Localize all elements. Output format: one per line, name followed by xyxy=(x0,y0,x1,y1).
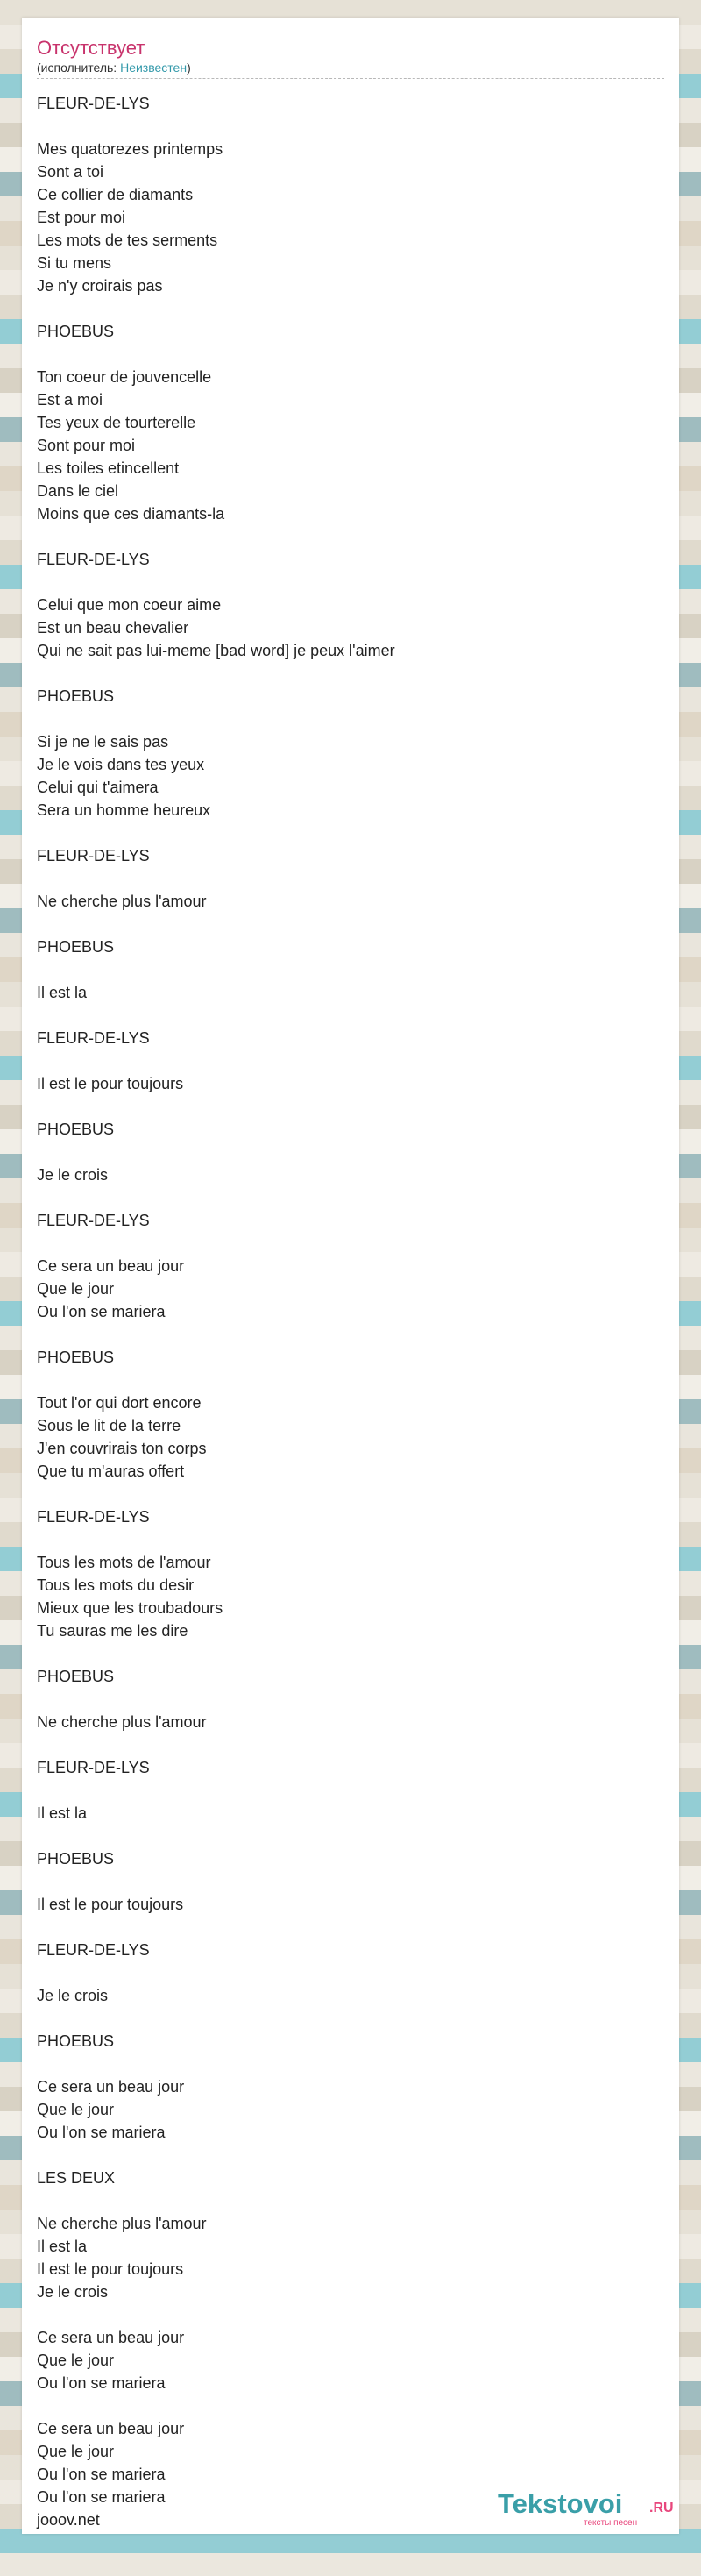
lyric-line: Si je ne le sais pas xyxy=(37,733,169,751)
lyric-line: Ou l'on se mariera xyxy=(37,2488,166,2506)
lyric-line: Ou l'on se mariera xyxy=(37,2124,166,2141)
lyric-line: Si tu mens xyxy=(37,254,112,272)
lyric-blank-line xyxy=(37,2007,664,2030)
lyric-line: Ton coeur de jouvencelle xyxy=(37,368,212,386)
lyric-blank-line xyxy=(37,1733,664,1756)
lyric-blank-line xyxy=(37,1779,664,1802)
lyric-line: Ce collier de diamants xyxy=(37,186,194,203)
lyric-blank-line xyxy=(37,662,664,685)
lyric-blank-line xyxy=(37,1825,664,1847)
lyric-line: Sous le lit de la terre xyxy=(37,1417,181,1434)
lyric-line: Il est le pour toujours xyxy=(37,1896,184,1913)
lyric-blank-line xyxy=(37,867,664,890)
lyric-line: Ne cherche plus l'amour xyxy=(37,893,207,910)
lyric-blank-line xyxy=(37,1483,664,1505)
lyric-blank-line xyxy=(37,708,664,730)
site-logo[interactable] xyxy=(476,2488,677,2532)
lyric-line: PHOEBUS xyxy=(37,2032,115,2050)
lyric-line: PHOEBUS xyxy=(37,1348,115,1366)
lyric-blank-line xyxy=(37,343,664,366)
lyric-line: FLEUR-DE-LYS xyxy=(37,1029,150,1047)
lyric-line: Ce sera un beau jour xyxy=(37,1257,185,1275)
lyric-blank-line xyxy=(37,115,664,138)
lyric-line: Il est la xyxy=(37,2238,88,2255)
lyric-blank-line xyxy=(37,1870,664,1893)
lyric-line: Il est le pour toujours xyxy=(37,1075,184,1092)
lyric-line: FLEUR-DE-LYS xyxy=(37,847,150,865)
lyric-blank-line xyxy=(37,1141,664,1163)
artist-line xyxy=(37,60,664,75)
lyric-line: Ou l'on se mariera xyxy=(37,2374,166,2392)
lyric-blank-line xyxy=(37,1004,664,1027)
lyric-line: Il est la xyxy=(37,984,88,1001)
lyric-blank-line xyxy=(37,958,664,981)
lyric-blank-line xyxy=(37,1369,664,1391)
lyric-line: Sera un homme heureux xyxy=(37,801,211,819)
lyric-blank-line xyxy=(37,2189,664,2212)
lyric-line: Que le jour xyxy=(37,2443,115,2460)
logo-name: Tekstovoi xyxy=(498,2488,623,2519)
lyric-line: Je le crois xyxy=(37,1166,109,1184)
song-header xyxy=(37,37,664,79)
lyric-line: Tout l'or qui dort encore xyxy=(37,1394,202,1412)
lyric-line: PHOEBUS xyxy=(37,323,115,340)
lyric-line: Que tu m'auras offert xyxy=(37,1462,185,1480)
lyric-line: jooov.net xyxy=(37,2511,100,2529)
lyric-line: Ce sera un beau jour xyxy=(37,2329,185,2346)
lyric-blank-line xyxy=(37,1916,664,1939)
lyric-line: Tes yeux de tourterelle xyxy=(37,414,196,431)
lyric-line: Est un beau chevalier xyxy=(37,619,189,637)
lyric-line: Je le crois xyxy=(37,1987,109,2004)
lyric-line: FLEUR-DE-LYS xyxy=(37,1212,150,1229)
lyric-blank-line xyxy=(37,2303,664,2326)
lyric-blank-line xyxy=(37,2144,664,2167)
lyric-line: Que le jour xyxy=(37,2352,115,2369)
lyric-line: LES DEUX xyxy=(37,2169,116,2187)
lyric-line: Tu sauras me les dire xyxy=(37,1622,188,1640)
lyric-line: Sont pour moi xyxy=(37,437,136,454)
lyric-blank-line xyxy=(37,2053,664,2075)
song-title: Отсутствует xyxy=(37,37,145,59)
lyric-line: Les mots de tes serments xyxy=(37,231,218,249)
lyric-line: FLEUR-DE-LYS xyxy=(37,551,150,568)
lyric-blank-line xyxy=(37,297,664,320)
lyric-blank-line xyxy=(37,1050,664,1072)
artist-suffix: ) xyxy=(187,60,191,75)
lyric-blank-line xyxy=(37,1095,664,1118)
lyric-line: PHOEBUS xyxy=(37,938,115,956)
lyric-blank-line xyxy=(37,1186,664,1209)
lyric-blank-line xyxy=(37,913,664,936)
lyric-blank-line xyxy=(37,822,664,844)
lyric-line: Mieux que les troubadours xyxy=(37,1599,223,1617)
lyric-line: PHOEBUS xyxy=(37,1121,115,1138)
lyric-blank-line xyxy=(37,1961,664,1984)
lyric-line: Ne cherche plus l'amour xyxy=(37,1713,207,1731)
lyric-line: FLEUR-DE-LYS xyxy=(37,95,150,112)
lyric-blank-line xyxy=(37,525,664,548)
lyric-line: Est a moi xyxy=(37,391,103,409)
lyric-line: PHOEBUS xyxy=(37,687,115,705)
lyric-line: Celui qui t'aimera xyxy=(37,779,159,796)
lyric-line: Je le crois xyxy=(37,2283,109,2301)
lyric-line: Celui que mon coeur aime xyxy=(37,596,222,614)
lyric-blank-line xyxy=(37,571,664,594)
lyric-line: Sont a toi xyxy=(37,163,104,181)
artist-prefix: (исполнитель: xyxy=(37,60,121,75)
lyric-line: Que le jour xyxy=(37,2101,115,2118)
lyrics-card xyxy=(22,18,679,2534)
lyric-blank-line xyxy=(37,1528,664,1551)
lyric-blank-line xyxy=(37,1688,664,1711)
lyric-line: FLEUR-DE-LYS xyxy=(37,1508,150,1526)
lyric-line: Qui ne sait pas lui-meme [bad word] je peux l'aimer xyxy=(37,642,395,659)
lyric-line: PHOEBUS xyxy=(37,1850,115,1868)
lyrics-text xyxy=(37,92,664,2531)
lyric-line: Il est la xyxy=(37,1804,88,1822)
lyric-line: FLEUR-DE-LYS xyxy=(37,1759,150,1776)
artist-link[interactable]: Неизвестен xyxy=(120,60,188,75)
lyric-line: FLEUR-DE-LYS xyxy=(37,1941,150,1959)
lyric-blank-line xyxy=(37,1323,664,1346)
lyric-line: Les toiles etincellent xyxy=(37,459,180,477)
lyric-line: PHOEBUS xyxy=(37,1668,115,1685)
lyric-blank-line xyxy=(37,1642,664,1665)
lyric-line: Ce sera un beau jour xyxy=(37,2078,185,2096)
lyric-line: Il est le pour toujours xyxy=(37,2260,184,2278)
lyric-blank-line xyxy=(37,2395,664,2417)
lyric-line: Est pour moi xyxy=(37,209,126,226)
lyric-line: Ou l'on se mariera xyxy=(37,2466,166,2483)
lyric-line: Ne cherche plus l'amour xyxy=(37,2215,207,2232)
lyric-line: Tous les mots de l'amour xyxy=(37,1554,211,1571)
lyric-line: Je le vois dans tes yeux xyxy=(37,756,205,773)
lyric-line: Je n'y croirais pas xyxy=(37,277,163,295)
lyric-line: J'en couvrirais ton corps xyxy=(37,1440,207,1457)
logo-tld: .RU xyxy=(649,2501,674,2516)
lyric-line: Dans le ciel xyxy=(37,482,119,500)
lyric-line: Que le jour xyxy=(37,1280,115,1298)
lyric-line: Mes quatorezes printemps xyxy=(37,140,223,158)
lyric-line: Ou l'on se mariera xyxy=(37,1303,166,1320)
lyric-line: Ce sera un beau jour xyxy=(37,2420,185,2437)
lyric-line: Moins que ces diamants-la xyxy=(37,505,225,523)
logo-tagline: тексты песен xyxy=(584,2518,638,2528)
lyric-line: Tous les mots du desir xyxy=(37,1576,195,1594)
lyric-blank-line xyxy=(37,1232,664,1255)
